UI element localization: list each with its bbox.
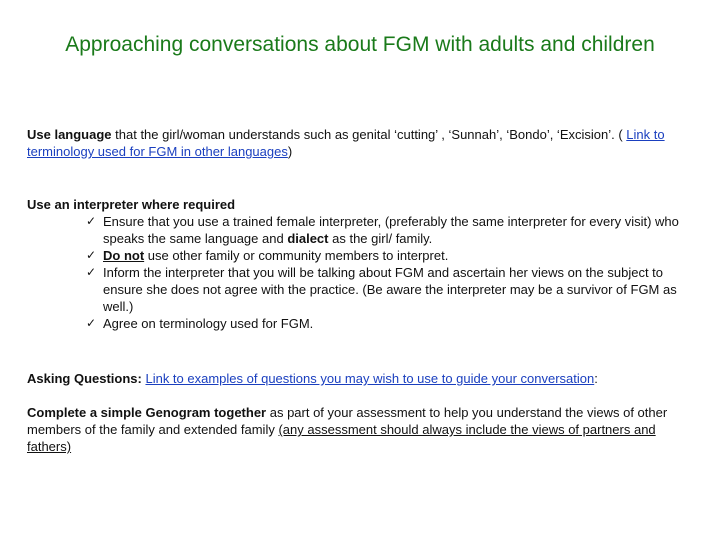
item-text: use other family or community members to interpret. [144, 248, 449, 263]
genogram-underlined: (any assessment should always include the views of partners and fathers) [27, 422, 656, 454]
terminology-link[interactable]: Link to terminology used for FGM in other languages [27, 127, 665, 159]
genogram-bold: Complete a simple Genogram together [27, 405, 267, 420]
item-text: Inform the interpreter that you will be talking about FGM and ascertain her views on the subject to ensure she does not agree with the practice. (Be aware the interpreter may be a survivor of FGM as well.) [103, 265, 677, 314]
interpreter-list [27, 213, 697, 332]
list-item [86, 315, 697, 332]
language-text: that the girl/woman understands such as genital ‘cutting’ , ‘Sunnah’, ‘Bondo’, ‘Excision’. ( [111, 127, 627, 142]
questions-bold: Asking Questions: [27, 371, 146, 386]
questions-link[interactable]: Link to examples of questions you may wish to use to guide your conversation [145, 371, 595, 386]
interpreter-section [27, 196, 697, 332]
language-paragraph [27, 126, 697, 160]
page-title: Approaching conversations about FGM with adults and children [65, 33, 655, 56]
genogram-paragraph [27, 404, 697, 455]
item-underlined: Do not [103, 248, 145, 263]
language-bold: Use language [27, 127, 112, 142]
item-bold: dialect [287, 231, 329, 246]
item-text: Agree on terminology used for FGM. [103, 316, 314, 331]
checkmark-icon: ✓ [86, 316, 97, 330]
genogram-text: as part of your assessment to help you understand the views of other members of the family and extended family [27, 405, 668, 437]
questions-paragraph [27, 370, 697, 387]
checkmark-icon: ✓ [86, 265, 97, 279]
questions-after: : [594, 371, 598, 386]
checkmark-icon: ✓ [86, 214, 97, 228]
item-text: Ensure that you use a trained female interpreter, (preferably the same interpreter for every visit) who speaks the same language and [103, 214, 679, 246]
checkmark-icon: ✓ [86, 248, 97, 262]
interpreter-heading: Use an interpreter where required [27, 197, 236, 212]
list-item [86, 264, 697, 315]
list-item [86, 213, 697, 247]
list-item [86, 247, 697, 264]
language-after: ) [287, 144, 293, 159]
item-after: as the girl/ family. [328, 231, 433, 246]
